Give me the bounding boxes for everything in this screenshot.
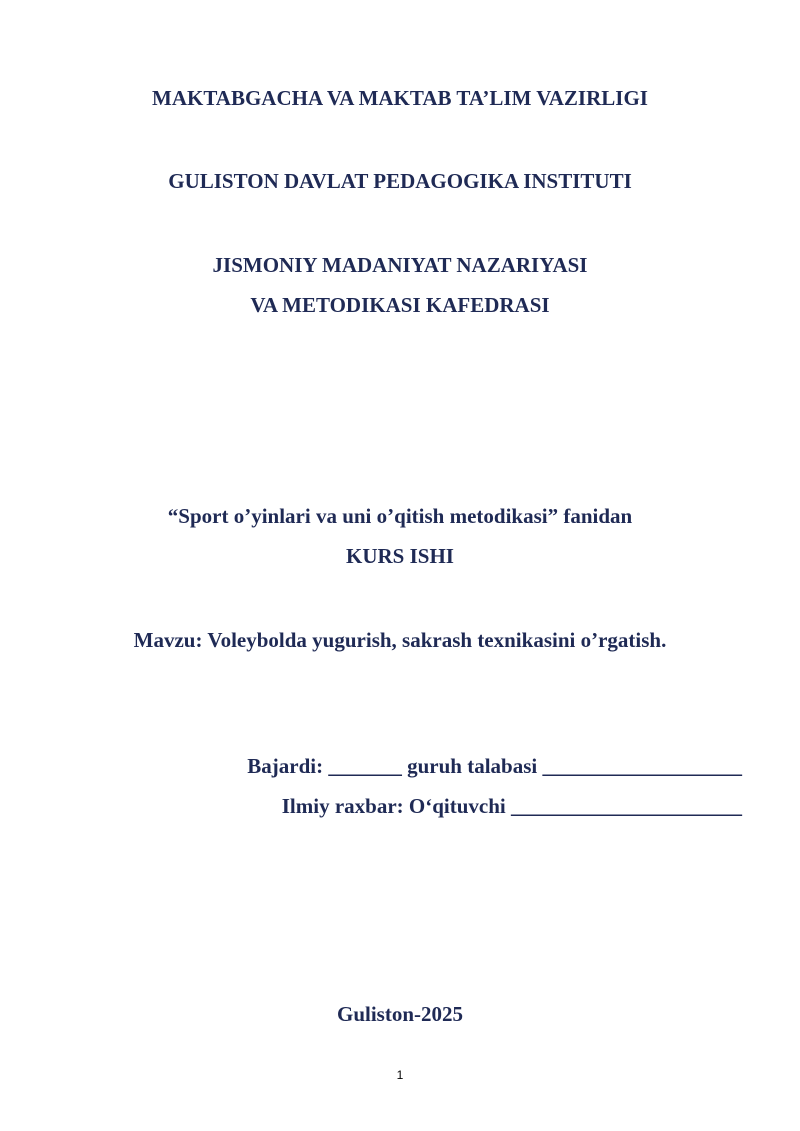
performed-by-line: Bajardi: _______ guruh talabasi ___________________ [247,754,742,778]
institute-title: GULISTON DAVLAT PEDAGOGIKA INSTITUTI [168,169,632,193]
department-title-line1: JISMONIY MADANIYAT NAZARIYASI [212,253,588,277]
ministry-title: MAKTABGACHA VA MAKTAB TA’LIM VAZIRLIGI [152,86,648,110]
work-type: KURS ISHI [346,544,454,568]
supervisor-line: Ilmiy raxbar: O‘qituvchi ______________________ [281,794,742,818]
department-title-line2: VA METODIKASI KAFEDRASI [250,293,550,317]
page-number: 1 [396,1068,404,1082]
course-subject: “Sport o’yinlari va uni o’qitish metodikasi” fanidan [167,504,633,528]
place-year: Guliston-2025 [336,1002,464,1026]
topic: Mavzu: Voleybolda yugurish, sakrash texnikasini o’rgatish. [133,628,667,652]
